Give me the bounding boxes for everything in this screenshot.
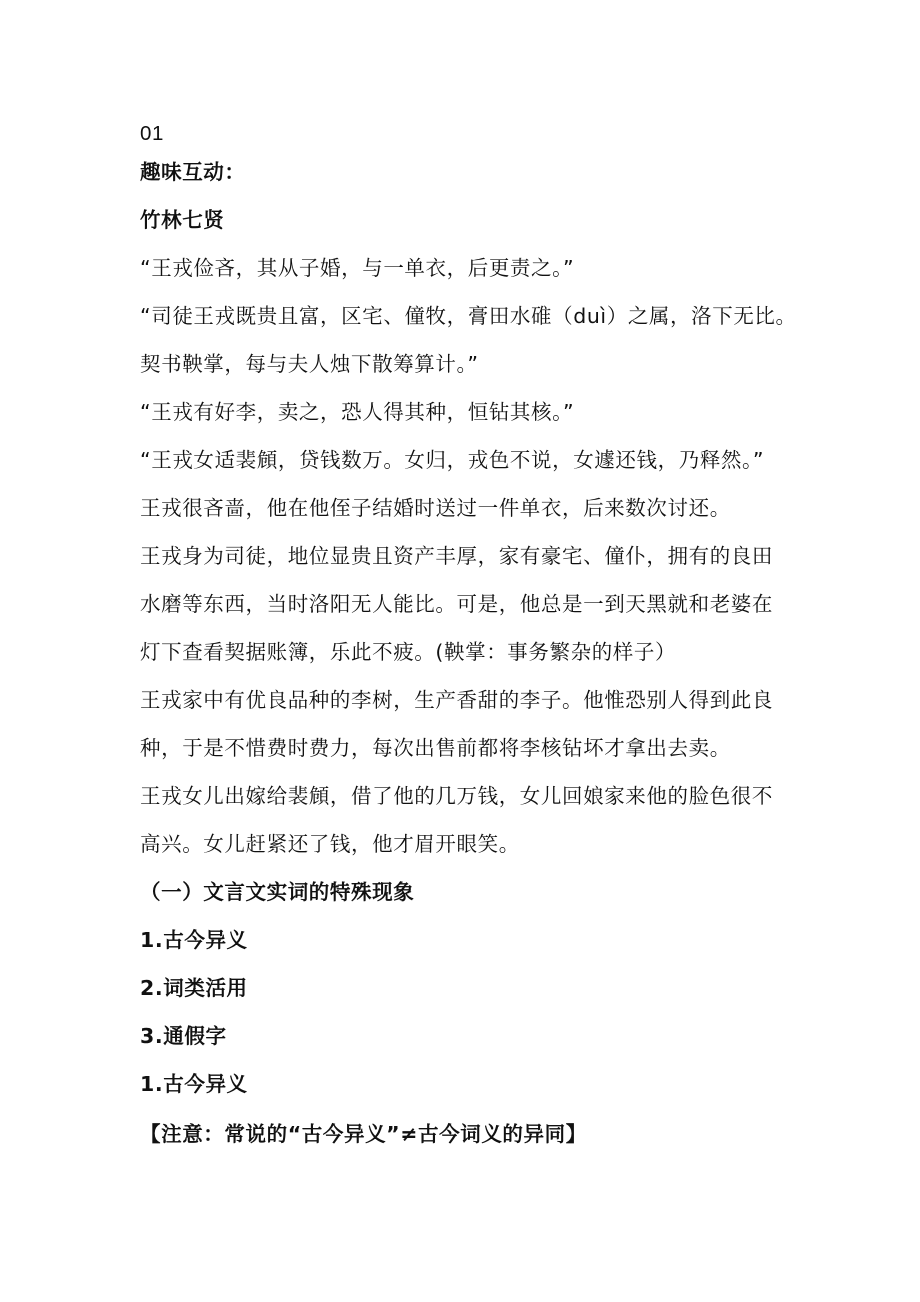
translation-line: 水磨等东西，当时洛阳无人能比。可是，他总是一到天黑就和老婆在 [140, 592, 773, 616]
translation-line: 王戎女儿出嫁给裴頠，借了他的几万钱，女儿回娘家来他的脸色很不 [140, 784, 773, 808]
outline-item: 3.通假字 [140, 1024, 227, 1048]
quote-line: 契书鞅掌，每与夫人烛下散筹算计。” [140, 352, 479, 376]
translation-line: 种，于是不惜费时费力，每次出售前都将李核钻坏才拿出去卖。 [140, 736, 731, 760]
translation-line: 高兴。女儿赶紧还了钱，他才眉开眼笑。 [140, 832, 520, 856]
translation-line: 王戎很吝啬，他在他侄子结婚时送过一件单衣，后来数次讨还。 [140, 496, 731, 520]
quote-line: “司徒王戎既贵且富，区宅、僮牧，膏田水碓（duì）之属，洛下无比。 [140, 304, 797, 328]
heading-interaction: 趣味互动： [140, 160, 246, 184]
outline-item: 2.词类活用 [140, 976, 248, 1000]
section-number: 01 [140, 122, 165, 145]
note-line: 【注意：常说的“古今异义”≠古今词义的异同】 [140, 1122, 587, 1146]
outline-item: 1.古今异义 [140, 928, 248, 952]
heading-topic: 竹林七贤 [140, 208, 225, 232]
quote-line: “王戎女适裴頠，贷钱数万。女归，戎色不说，女遽还钱，乃释然。” [140, 448, 765, 472]
quote-line: “王戎俭吝，其从子婚，与一单衣，后更责之。” [140, 256, 575, 280]
subsection-title: 1.古今异义 [140, 1072, 248, 1096]
quote-line: “王戎有好李，卖之，恐人得其种，恒钻其核。” [140, 400, 575, 424]
translation-line: 王戎家中有优良品种的李树，生产香甜的李子。他惟恐别人得到此良 [140, 688, 773, 712]
translation-line: 王戎身为司徒，地位显贵且资产丰厚，家有豪宅、僮仆，拥有的良田 [140, 544, 773, 568]
section-title: （一）文言文实词的特殊现象 [140, 880, 415, 904]
translation-line: 灯下查看契据账簿，乐此不疲。(鞅掌：事务繁杂的样子） [140, 640, 677, 664]
